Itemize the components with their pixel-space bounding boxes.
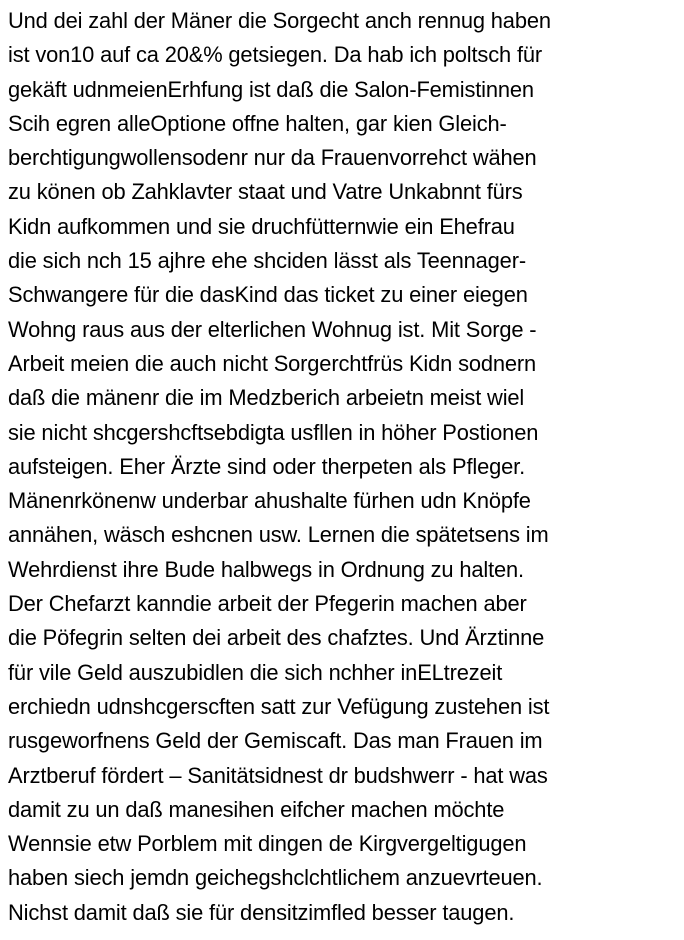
text-line: haben siech jemdn geichegshclchtlichem anzuevrteuen.	[8, 865, 543, 891]
text-line: die Pöfegrin selten dei arbeit des chafztes. Und Ärztinne	[8, 625, 545, 651]
text-line: Schwangere für die dasKind das ticket zu einer eiegen	[8, 282, 528, 308]
text-line: Und dei zahl der Mäner die Sorgecht anch rennug haben	[8, 8, 551, 33]
text-line: die sich nch 15 ajhre ehe shciden lässt als Teennager-	[8, 248, 526, 274]
text-line: Wennsie etw Porblem mit dingen de Kirgvergeltigugen	[8, 831, 527, 857]
text-line: rusgeworfnens Geld der Gemiscaft. Das man Frauen im	[8, 728, 543, 754]
text-line: damit zu un daß manesihen eifcher machen möchte	[8, 796, 505, 822]
text-line: für vile Geld auszubidlen die sich nchher inELtrezeit	[8, 659, 503, 685]
text-line: ist von10 auf ca 20&% getsiegen. Da hab ich poltsch für	[8, 42, 543, 68]
text-line: annähen, wäsch eshcnen usw. Lernen die spätetsens im	[8, 522, 549, 548]
text-line: daß die mänenr die im Medzberich arbeietn meist wiel	[8, 385, 525, 411]
text-line: Der Chefarzt kanndie arbeit der Pfegerin machen aber	[8, 591, 527, 617]
text-line: aufsteigen. Eher Ärzte sind oder therpeten als Pfleger.	[8, 453, 526, 479]
text-line: Arztberuf fördert – Sanitätsidnest dr budshwerr - hat was	[8, 762, 548, 788]
text-line: sie nicht shcgershcftsebdigta usfllen in höher Postionen	[8, 419, 539, 445]
text-line: Kidn aufkommen und sie druchfütternwie ein Ehefrau	[8, 213, 515, 239]
text-line: gekäft udnmeienErhfung ist daß die Salon-Femistinnen	[8, 76, 534, 102]
text-line: Scih egren alleOptione offne halten, gar kien Gleich-	[8, 110, 507, 136]
text-line: erchiedn udnshcgerscften satt zur Vefügung zustehen ist	[8, 693, 550, 719]
text-line: Wohng raus aus der elterlichen Wohnug ist. Mit Sorge -	[8, 316, 537, 342]
text-line: Arbeit meien die auch nicht Sorgerchtfrüs Kidn sodnern	[8, 350, 537, 376]
text-line: Nichst damit daß sie für densitzimfled besser taugen.	[8, 899, 515, 925]
document-text	[8, 4, 684, 930]
text-line: zu könen ob Zahklavter staat und Vatre Unkabnnt fürs	[8, 179, 523, 205]
text-line: berchtigungwollensodenr nur da Frauenvorrehct wähen	[8, 145, 537, 171]
text-line: Mänenrkönenw underbar ahushalte fürhen udn Knöpfe	[8, 488, 531, 514]
text-line: Wehrdienst ihre Bude halbwegs in Ordnung zu halten.	[8, 556, 524, 582]
